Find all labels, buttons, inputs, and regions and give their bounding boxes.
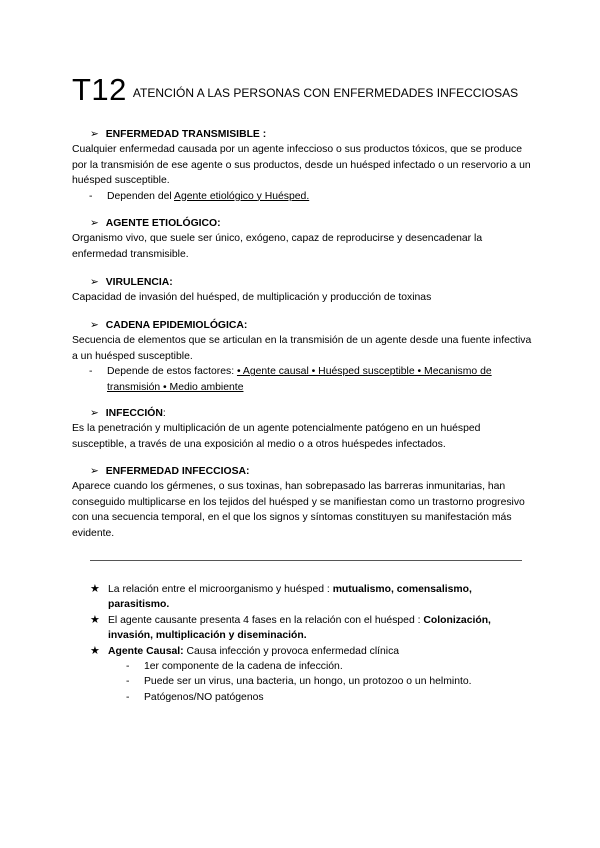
arrow-icon: ➢ bbox=[90, 277, 99, 288]
section-heading: ENFERMEDAD INFECCIOSA: bbox=[105, 466, 250, 477]
horizontal-divider bbox=[90, 560, 522, 561]
section-heading: VIRULENCIA: bbox=[105, 277, 173, 288]
section-body: Capacidad de invasión del huésped, de multiplicación y producción de toxinas bbox=[72, 292, 432, 304]
star-icon: ★ bbox=[90, 644, 100, 657]
section-enfermedad-infecciosa bbox=[72, 464, 532, 541]
star-item: ★ Agente Causal: Causa infección y provoca enfermedad clínica bbox=[90, 644, 530, 659]
star-item: ★ La relación entre el microorganismo y huésped : mutualismo, comensalismo, parasitismo. bbox=[90, 582, 530, 613]
dash-item: - Depende de estos factores: • Agente causal • Huésped susceptible • Mecanismo de transmisión • Medio ambiente bbox=[89, 366, 492, 393]
section-body: Aparece cuando los gérmenes, o sus toxinas, han sobrepasado las barreras inmunitarias, han conseguido multiplicarse en los tejidos del huésped y se manifiestan como un trastorno progresivo con una secuencia temporal, en el que los signos y síntomas constituyen su manifestación más evidente. bbox=[72, 481, 525, 539]
section-heading: CADENA EPIDEMIOLÓGICA: bbox=[105, 320, 248, 331]
section-body: Es la penetración y multiplicación de un agente potencialmente patógeno en un huésped susceptible, a través de una exposición al medio o a otros huéspedes infectados. bbox=[72, 423, 481, 450]
star-icon: ★ bbox=[90, 583, 100, 595]
section-body: Organismo vivo, que suele ser único, exógeno, capaz de reproducirse y desencadenar la enfermedad transmisible. bbox=[72, 233, 483, 260]
section-body: Cualquier enfermedad causada por un agente infeccioso o sus productos tóxicos, que se produce por la transmisión de ese agente o sus productos, desde un huésped infectado o un reservorio a un huésped susceptible. bbox=[72, 144, 531, 187]
topic-title: ATENCIÓN A LAS PERSONAS CON ENFERMEDADES INFECCIOSAS bbox=[132, 86, 519, 100]
dash-item: - Puede ser un virus, una bacteria, un hongo, un protozoo o un helminto. bbox=[126, 676, 472, 688]
arrow-icon: ➢ bbox=[90, 218, 99, 229]
topic-code: T12 bbox=[72, 72, 127, 107]
section-enfermedad-transmisible bbox=[72, 127, 532, 204]
dash-item: - Patógenos/NO patógenos bbox=[126, 691, 264, 703]
document-title bbox=[72, 72, 518, 108]
section-cadena-epidemiologica bbox=[72, 318, 532, 395]
section-heading: ENFERMEDAD TRANSMISIBLE : bbox=[105, 129, 267, 140]
section-heading: INFECCIÓN bbox=[105, 408, 163, 419]
dash-item: - Dependen del Agente etiológico y Huésped. bbox=[89, 190, 310, 202]
arrow-icon: ➢ bbox=[90, 466, 99, 477]
section-agente-etiologico bbox=[72, 216, 532, 262]
star-icon: ★ bbox=[90, 613, 100, 626]
arrow-icon: ➢ bbox=[90, 129, 99, 140]
section-virulencia bbox=[72, 275, 532, 306]
star-item: ★ El agente causante presenta 4 fases en la relación con el huésped : Colonización, invasión, multiplicación y diseminación. bbox=[90, 613, 530, 644]
section-infeccion: ➢ INFECCIÓN: Es la penetración y multiplicación de un agente potencialmente patógeno en un huésped susceptible, a través de una exposición al medio o a otros huéspedes infectados. bbox=[72, 406, 532, 452]
arrow-icon: ➢ bbox=[90, 320, 99, 331]
dash-item: - 1er componente de la cadena de infección. bbox=[126, 661, 343, 673]
star-list bbox=[90, 582, 530, 705]
section-body: Secuencia de elementos que se articulan en la transmisión de un agente desde una fuente infectiva a un huésped susceptible. bbox=[72, 335, 532, 362]
arrow-icon: ➢ bbox=[90, 408, 99, 419]
section-heading: AGENTE ETIOLÓGICO: bbox=[105, 218, 221, 229]
